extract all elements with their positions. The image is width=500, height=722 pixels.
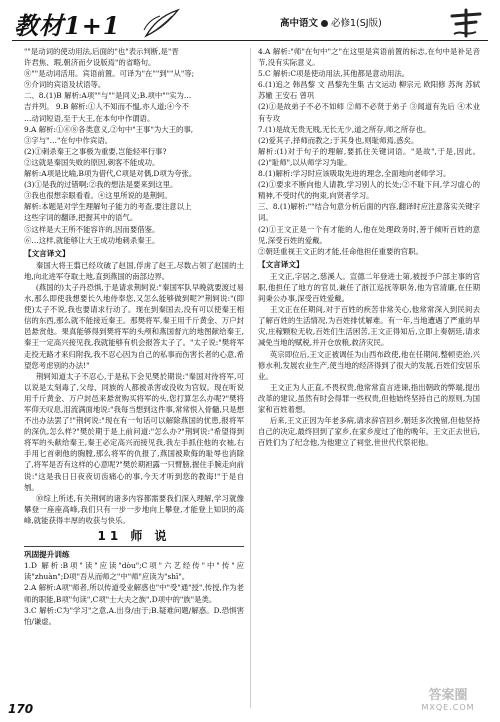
watermark-url: MXQE.COM	[421, 703, 475, 712]
answer-line: 这些字词的翻译,把握其中的语气。	[24, 213, 138, 223]
right-column	[258, 46, 480, 448]
answer-line: ⑤这样是大王所不能容许的,因而要借鉴。	[24, 224, 160, 234]
translation-paragraph: 后来,王文正因为年老多病,请求辞官回乡,朝廷多次挽留,但他坚持自己的决定,最终回到了家乡,在家乡度过了他的晚年。王文正去世后,百姓们为了纪念他,为他建立了祠堂,世世代代祭祀他。	[258, 416, 480, 448]
answer-line: 二、8.(1)B 解析:A项""与""是同义;B.项中""实为…	[24, 91, 192, 101]
exercise-answer: 7.(1)是故无贵无贱,无长无少,道之所存,师之所存也。	[258, 124, 431, 134]
exercise-answer: (2)①王文正是一个有才能的人,他在处理政务时,善于倾听百姓的意见,深受百姓的爱戴。	[258, 224, 480, 245]
exercise-answer: 2.A 解析:A项"师者,所以传道受业解惑也"中"受"通"授",传授,作为老师的职能,B项"句读",C项"士大夫之族",D项中的"族"是类。	[24, 583, 244, 604]
translation-paragraph: 荆轲知道太子不忍心,于是私下会见樊於期说:"秦国对待将军,可以说是太刻毒了,父母、同族的人都被杀害或没收为官奴。现在听说用千斤黄金、万户封邑来悬赏购买将军的头,您打算怎么办呢?"樊将军仰天叹息,泪流满面地说:"我每当想到这件事,常常恨入骨髓,只是想不出办法罢了!"荆轲说:"现在有一句话可以解除燕国的忧患,报将军的深仇,怎么样?"樊於期于是上前问道:"怎么办?"荆轲说:"希望得到将军的头献给秦王,秦王必定高兴而接见我,我左手抓住他的衣袖,右手用匕首刺他的胸膛,那么将军的仇报了,燕国被欺侮的耻辱也消除了,将军是否有这样的心意呢?"樊於期袒露一只臂膀,握住手腕走向前说:"这是我日日夜夜切齿痛心的事,今天才听到您的教诲!"于是自刎。	[24, 371, 244, 492]
translation-paragraph: 英宗即位后,王文正被调任为山西布政使,他在任期间,整顿吏治,兴修水利,发展农业生产,使当地的经济得到了很大的发展,百姓们安居乐业。	[258, 349, 480, 381]
translation-paragraph: (燕国的)太子丹恐惧,于是请求荆轲说:"秦国军队早晚就要渡过易水,那么即使我想要长久地侍奉您,又怎么能够做到呢?"荆轲说:"(即使)太子不说,我也要请求行动了。现在到秦国去,没有可以使秦王相信的东西,那么就不能接近秦王。那樊将军,秦王用千斤黄金、万户封邑悬赏他。果真能够得到樊将军的头颅和燕国督亢的地图献给秦王,秦王一定高兴接见我,我就能够有机会报答太子了。"太子说:"樊将军走投无路才来归附我,我不忍心因为自己的私事而伤害长者的心意,希望您考虑别的办法!"	[24, 282, 244, 370]
exercise-answer: 5.C 解析:C项是使动用法,其他都是意动用法。	[258, 69, 410, 79]
translation-paragraph: 秦国大将王翦已经攻破了赵国,俘虏了赵王,尽数占领了赵国的土地,向北进军夺取土地,直到燕国的南部边界。	[24, 260, 244, 281]
leaf-decoration-icon	[142, 8, 182, 38]
answer-line: …动词短语,至于大王,在本句中作谓语。	[24, 113, 155, 123]
answer-line: 9.A 解析:①⑥⑧各类意义,②句中"王事"为大王的事,	[24, 124, 194, 134]
exercise-answer: (2)①是故弟子不必不如师 ②师不必贤于弟子 ③闻道有先后 ④术业有专攻	[258, 102, 480, 123]
translation-paragraph: ⑩综上所述,有关荆轲的诸多内容都需要我们深入理解,学习就像攀登一座座高峰,我们只有一步一步地向上攀登,才能登上知识的高峰,就能获得丰厚的收获与快乐。	[24, 493, 244, 525]
exercise-answer: (2)①要求不断向他人请教,学习别人的长处;②不耻下问,学习虚心的精神,不受时代的拘束,向贤者学习。	[258, 180, 480, 201]
translation-paragraph: 王文正在任期间,对于百姓的疾苦非常关心,他常常深入到民间去了解百姓的生活情况,为百姓排忧解难。有一年,当地遭遇了严重的旱灾,庄稼颗粒无收,百姓们生活困苦,王文正得知后,立即上奏朝廷,请求减免当地的赋税,并开仓放粮,救济灾民。	[258, 305, 480, 348]
header-subject	[280, 15, 382, 29]
exercise-answer: 1.D 解析:B项"读"应读"dòu";C项"六艺经传"中"传"应读"zhuàn";D项"吾从而师之"中"师"应读为"shī"。	[24, 561, 244, 582]
answer-line: (2)①刺杀秦王之事极为重要,岂能轻率行事?	[24, 146, 167, 156]
exercise-answer: 3.C 解析:C为"学习"之意,A.出身/由于;B.疑难问题/解惑。D.恐惧害怕/谦虚。	[24, 605, 244, 626]
answer-line: ⑥…这样,就能够让大王成功地刺杀秦王。	[24, 235, 160, 245]
page-header	[0, 0, 500, 44]
answer-line: 吉并列。 9.B 解析:①人不知而不愠,亦人道;④今不	[24, 102, 189, 112]
exercise-answer: 4.A 解析:"师"在句中"之"在这里是宾语前置的标志,在句中是补足音节,没有实际意义。	[258, 47, 480, 68]
exercise-answer: 解析:(1)对于句子的理解,要抓住关键词语。"是故",于是,因此。(2)"耻师",以从师学习为耻。	[258, 146, 480, 167]
subject-label: 高中语文	[280, 18, 319, 29]
book-logo: 教材1+1	[14, 11, 121, 40]
exercise-answer: 三、8.(1)解析:""结合句意分析后面的内容,翻译时应注意落实关键字词。	[258, 202, 480, 223]
answer-line: ""是动词的使动用法,后面的"也"表示判断,是"晋	[24, 47, 179, 56]
exercise-answer: 8.(1)解析:学习时应该吸取先进的理念,全面地向老师学习。	[258, 169, 451, 179]
volume-label: 必修1(SJ版)	[331, 18, 382, 29]
exercise-answer: ②朝廷重视王文正的才能,任命他担任重要的官职。	[258, 246, 423, 256]
answer-line: ②这就是秦国失败的原因,刺客不能成功。	[24, 157, 160, 167]
translation-paragraph: 王文正为人正直,不畏权贵,他常常直言进谏,指出朝政的弊端,提出改革的建议,虽然有时会得罪一些权贵,但他始终坚持自己的原则,为国家和百姓着想。	[258, 382, 480, 414]
answer-line: ⑨介词的宾语及状语等。	[24, 80, 106, 90]
lesson-title: 11 师 说	[97, 529, 171, 544]
exercise-answer: 6.(1)追之 韩昌黎 文 昌黎先生集 古文运动 柳宗元 欧阳修 苏洵 苏轼 苏辙 王安石 曾巩	[258, 80, 480, 101]
answer-line: ③字与"…"在句中作宾语。	[24, 135, 113, 145]
answer-line: (3)①是我的过错啊;②我的想法是要来到这里。	[24, 180, 178, 190]
column-divider	[250, 48, 251, 708]
answer-line: 解析:A项是比喻,B项为借代,C项是对偶,D项为夸张。	[24, 169, 197, 179]
left-column	[24, 46, 244, 627]
translation-heading: 【文言译文】	[258, 259, 304, 269]
translation-paragraph: 王文正,字居之,慈溪人。宣德二年登进士第,被授予户部主事的官职,他担任了地方的官员,兼任了浙江巡抚等职务,他为官清廉,在任期间秉公办事,深受百姓爱戴。	[258, 271, 480, 304]
page-number: 170	[8, 702, 34, 716]
answer-line: ⑧""是动词活用。宾语前置。可译为"在""到""从"等;	[24, 69, 195, 79]
answer-line: ③我也很想亲眼看看。④这里所说的是荆轲。	[24, 191, 172, 201]
brush-glyph-icon	[446, 6, 486, 40]
watermark	[406, 684, 490, 720]
translation-heading: 【文言译文】	[24, 248, 70, 258]
header-rule	[12, 40, 488, 41]
answer-line: 许君焦、瑕,朝济而夕设版焉"的省略句。	[24, 58, 156, 68]
watermark-logo: 答案圈	[428, 688, 468, 703]
answer-line: 解析:本题是对学生理解句子能力的考查,要注意以上	[24, 202, 192, 212]
exercise-heading: 巩固提升训练	[24, 546, 244, 560]
exercise-answer: (2)爱其子,择师而教之;于其身也,则耻师焉,惑矣。	[258, 135, 419, 145]
bullet-icon	[321, 20, 328, 27]
